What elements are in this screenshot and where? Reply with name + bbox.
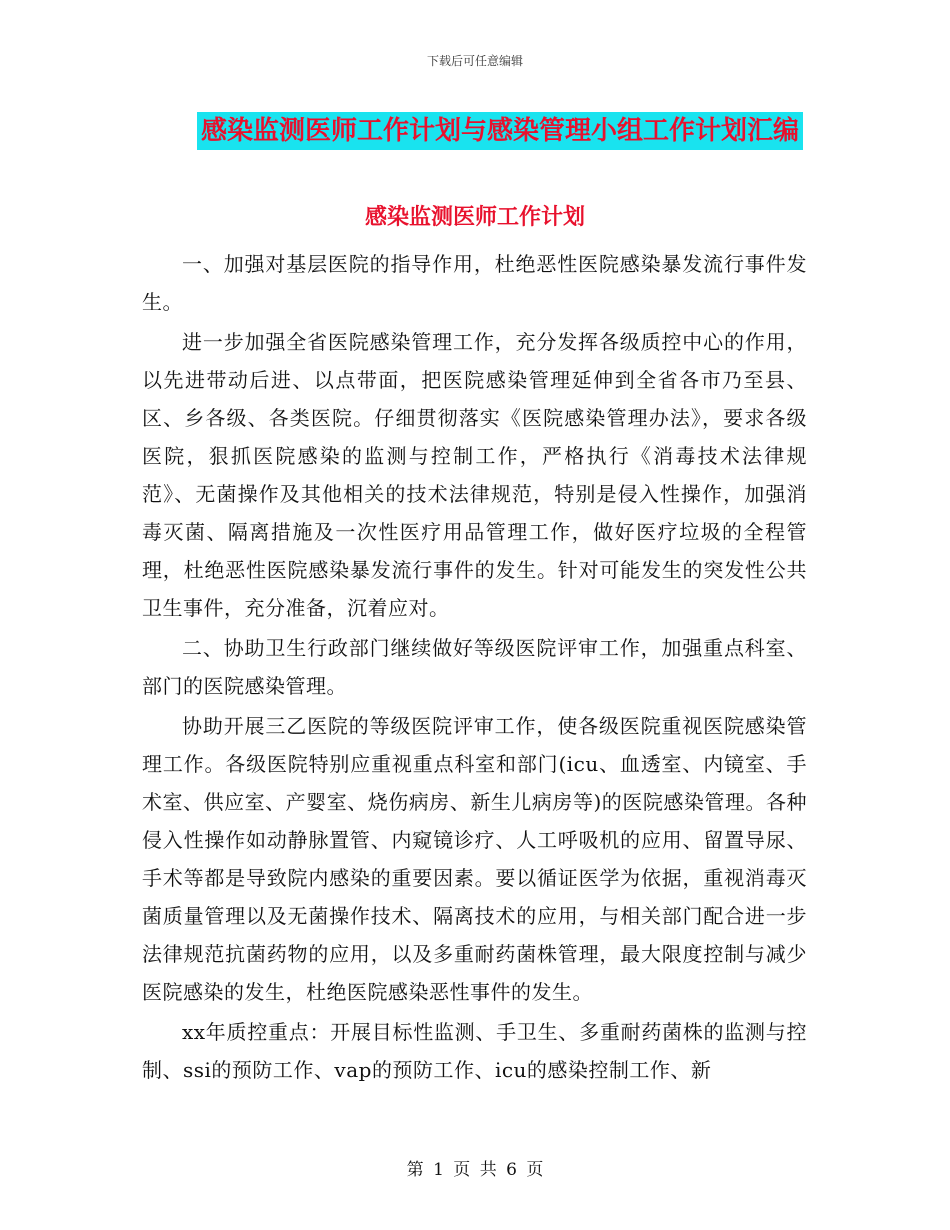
page-header-note: 下载后可任意编辑 (426, 54, 523, 68)
document-title-container (0, 112, 950, 150)
body-paragraph: 一、加强对基层医院的指导作用，杜绝恶性医院感染暴发流行事件发生。 (142, 252, 807, 314)
document-body (142, 245, 807, 1091)
document-title: 感染监测医师工作计划与感染管理小组工作计划汇编 (197, 112, 803, 150)
body-paragraph: 协助开展三乙医院的等级医院评审工作，使各级医院重视医院感染管理工作。各级医院特别应重视重点科室和部门(icu、血透室、内镜室、手术室、供应室、产婴室、烧伤病房、新生儿病房等)的医院感染管理。各种侵入性操作如动静脉置管、内窥镜诊疗、人工呼吸机的应用、留置导尿、手术等都是导致院内感染的重要因素。要以循证医学为依据，重视消毒灭菌质量管理以及无菌操作技术、隔离技术的应用，与相关部门配合进一步法律规范抗菌药物的应用，以及多重耐药菌株管理，最大限度控制与减少医院感染的发生，杜绝医院感染恶性事件的发生。 (142, 714, 807, 1004)
body-paragraph: 进一步加强全省医院感染管理工作，充分发挥各级质控中心的作用，以先进带动后进、以点带面，把医院感染管理延伸到全省各市乃至县、区、乡各级、各类医院。仔细贯彻落实《医院感染管理办法》，要求各级医院，狠抓医院感染的监测与控制工作，严格执行《消毒技术法律规范》、无菌操作及其他相关的技术法律规范，特别是侵入性操作，加强消毒灭菌、隔离措施及一次性医疗用品管理工作，做好医疗垃圾的全程管理，杜绝恶性医院感染暴发流行事件的发生。针对可能发生的突发性公共卫生事件，充分准备，沉着应对。 (142, 330, 807, 620)
section-title: 感染监测医师工作计划 (364, 205, 585, 230)
body-paragraph: 二、协助卫生行政部门继续做好等级医院评审工作，加强重点科室、部门的医院感染管理。 (142, 636, 807, 698)
body-paragraph: xx年质控重点：开展目标性监测、手卫生、多重耐药菌株的监测与控制、ssi的预防工作、vap的预防工作、icu的感染控制工作、新 (142, 1020, 807, 1082)
page-number-footer: 第 1 页 共 6 页 (406, 1160, 544, 1180)
